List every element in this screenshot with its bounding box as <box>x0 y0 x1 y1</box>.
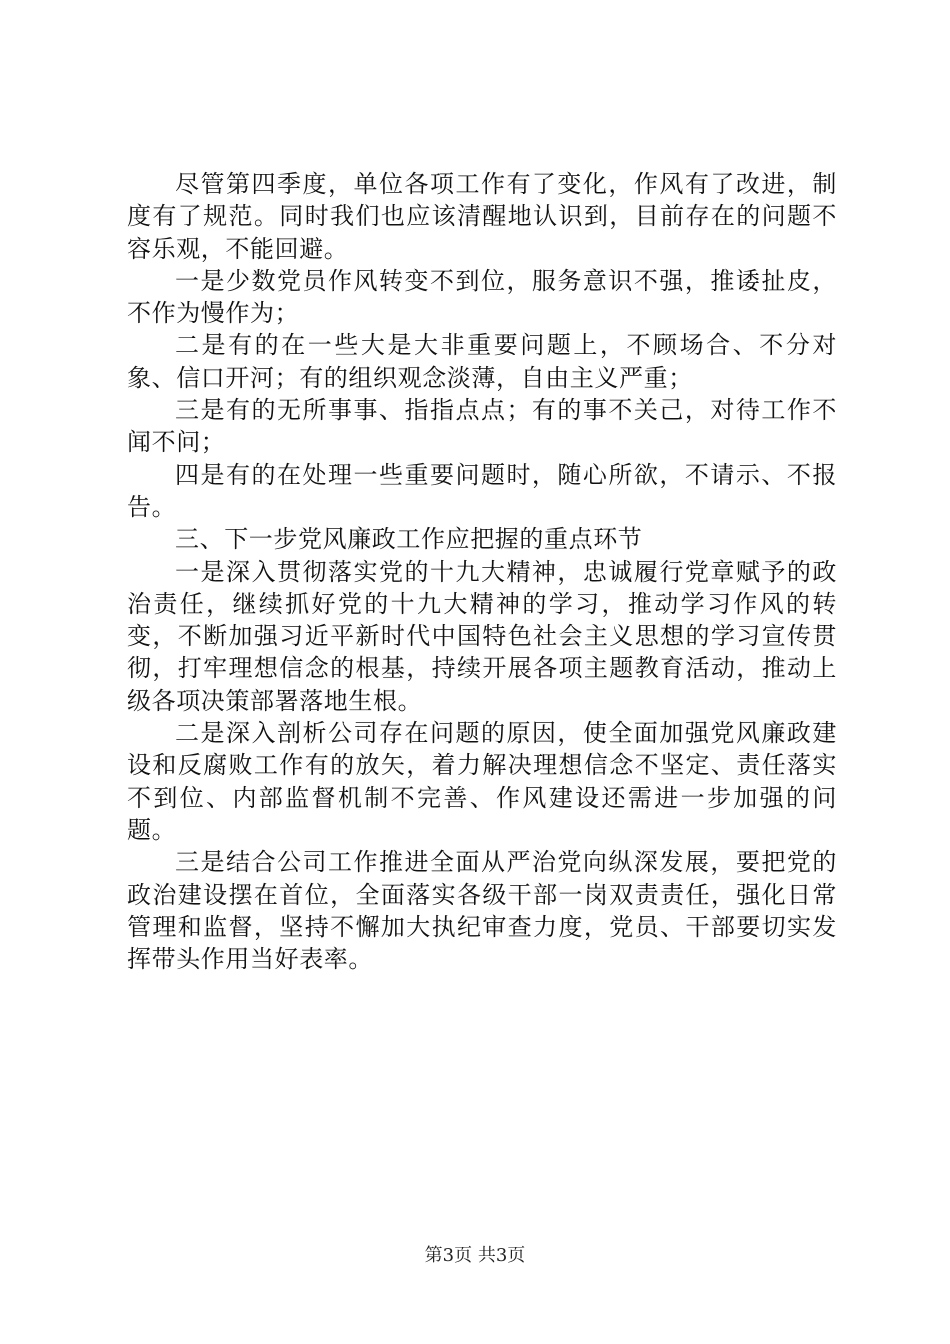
paragraph-summary: 尽管第四季度，单位各项工作有了变化，作风有了改进，制度有了规范。同时我们也应该清醒地认识到，目前存在的问题不容乐观，不能回避。 <box>127 170 837 263</box>
paragraph-issue-4: 四是有的在处理一些重要问题时，随心所欲，不请示、不报告。 <box>127 460 837 521</box>
paragraph-plan-2: 二是深入剖析公司存在问题的原因，使全面加强党风廉政建设和反腐败工作有的放矢，着力解决理想信念不坚定、责任落实不到位、内部监督机制不完善、作风建设还需进一步加强的问题。 <box>127 719 837 844</box>
paragraph-plan-3: 三是结合公司工作推进全面从严治党向纵深发展，要把党的政治建设摆在首位，全面落实各级干部一岗双责责任，强化日常管理和监督，坚持不懈加大执纪审查力度，党员、干部要切实发挥带头作用当好表率。 <box>127 848 837 974</box>
paragraph-issue-1: 一是少数党员作风转变不到位，服务意识不强，推诿扯皮，不作为慢作为； <box>127 266 837 328</box>
page-number-footer: 第3页 共3页 <box>424 1245 526 1266</box>
document-body <box>127 168 837 975</box>
paragraph-issue-3: 三是有的无所事事、指指点点；有的事不关己，对待工作不闻不问； <box>127 396 837 457</box>
paragraph-plan-1: 一是深入贯彻落实党的十九大精神，忠诚履行党章赋予的政治责任，继续抓好党的十九大精神的学习，推动学习作风的转变，不断加强习近平新时代中国特色社会主义思想的学习宣传贯彻，打牢理想信念的根基，持续开展各项主题教育活动，推动上级各项决策部署落地生根。 <box>127 557 837 715</box>
section-heading: 三、下一步党风廉政工作应把握的重点环节 <box>175 525 643 554</box>
paragraph-issue-2: 二是有的在一些大是大非重要问题上，不顾场合、不分对象、信口开河；有的组织观念淡薄，自由主义严重； <box>127 331 837 392</box>
